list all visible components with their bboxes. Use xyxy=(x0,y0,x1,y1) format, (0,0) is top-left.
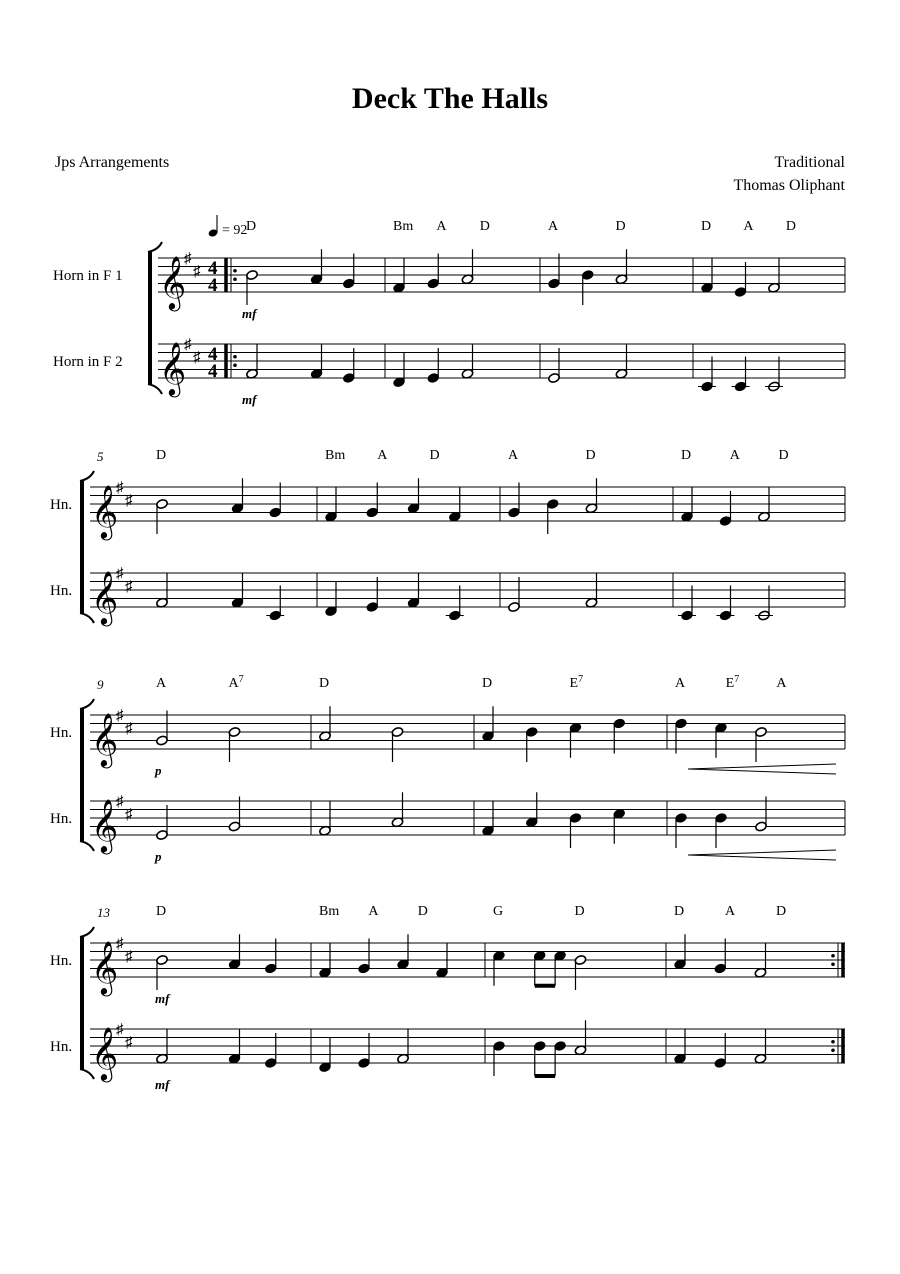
chord-symbol: D xyxy=(681,448,692,463)
dynamic-marking: mf xyxy=(242,306,257,321)
chord-symbol: D xyxy=(674,904,685,919)
instrument-label: Hn. xyxy=(50,725,73,741)
chord-symbol: D xyxy=(615,219,626,234)
instrument-label: Hn. xyxy=(50,497,73,513)
chord-symbol: D xyxy=(479,219,490,234)
chord-symbol: $E^7$ xyxy=(725,674,740,691)
treble-clef: 𝄞 xyxy=(91,486,119,537)
key-signature: ♯ xyxy=(125,492,133,509)
chord-symbol: A xyxy=(436,219,447,234)
treble-clef: 𝄞 xyxy=(91,942,119,993)
instrument-label: Hn. xyxy=(50,953,73,969)
chord-symbol: A xyxy=(724,904,736,919)
dynamic-marking: p xyxy=(155,849,162,864)
key-signature: ♯ xyxy=(125,948,133,965)
time-signature-denominator: 4 xyxy=(208,275,218,296)
repeat-dot xyxy=(831,954,835,958)
time-signature-numerator: 4 xyxy=(208,344,218,365)
time-signature-numerator: 4 xyxy=(208,258,218,279)
chord-symbol: A xyxy=(368,904,379,919)
chord-symbol: Bm xyxy=(393,219,414,234)
system-bracket xyxy=(148,242,162,252)
chord-symbol: A xyxy=(377,448,388,463)
chord-symbol: Bm xyxy=(319,904,340,919)
chord-symbol: A xyxy=(729,448,740,463)
chord-symbol: D xyxy=(785,219,796,234)
chord-symbol: D xyxy=(482,676,493,691)
chord-symbol: A xyxy=(548,219,559,234)
key-signature: ♯ xyxy=(125,720,133,737)
composer: Traditional xyxy=(774,154,845,171)
dynamic-marking: mf xyxy=(242,392,257,407)
chord-symbol: A xyxy=(776,676,787,691)
repeat-dot xyxy=(831,962,835,966)
measure-number: 5 xyxy=(97,449,104,464)
repeat-dot xyxy=(233,355,237,359)
treble-clef: 𝄞 xyxy=(91,572,119,623)
chord-symbol: A xyxy=(508,448,519,463)
chord-symbol: D xyxy=(246,219,257,234)
chord-symbol: $E^7$ xyxy=(569,674,584,691)
chord-symbol: D xyxy=(701,219,712,234)
lyricist: Thomas Oliphant xyxy=(733,177,845,194)
chord-symbol: D xyxy=(778,448,789,463)
instrument-label: Horn in F 1 xyxy=(53,268,123,284)
treble-clef: 𝄞 xyxy=(159,257,187,308)
chord-symbol: G xyxy=(493,904,504,919)
chord-extension: 7 xyxy=(578,674,584,685)
chord-symbol: D xyxy=(429,448,440,463)
chord-symbol: A xyxy=(743,219,754,234)
tempo-marking: = 92 xyxy=(222,223,248,238)
system-bracket xyxy=(80,927,94,937)
dynamic-marking: p xyxy=(155,763,162,778)
chord-symbol: D xyxy=(775,904,787,919)
key-signature: ♯ xyxy=(116,480,124,496)
system-bracket xyxy=(80,699,94,709)
chord-extension: 7 xyxy=(238,674,244,685)
treble-clef: 𝄞 xyxy=(159,343,187,394)
key-signature: ♯ xyxy=(116,708,124,724)
measure-number: 13 xyxy=(97,905,110,920)
key-signature: ♯ xyxy=(193,349,201,366)
key-signature: ♯ xyxy=(125,1034,133,1051)
treble-clef: 𝄞 xyxy=(91,714,119,765)
time-signature-denominator: 4 xyxy=(208,361,218,382)
key-signature: ♯ xyxy=(116,1022,124,1038)
instrument-label: Hn. xyxy=(50,583,73,599)
key-signature: ♯ xyxy=(193,263,201,280)
chord-symbol: D xyxy=(574,904,585,919)
arranger: Jps Arrangements xyxy=(55,154,170,171)
key-signature: ♯ xyxy=(116,936,124,952)
chord-symbol: Bm xyxy=(325,448,346,463)
chord-symbol: D xyxy=(585,448,596,463)
instrument-label: Hn. xyxy=(50,1039,73,1055)
chord-symbol: A xyxy=(156,676,167,691)
key-signature: ♯ xyxy=(116,566,124,582)
chord-symbol: D xyxy=(319,676,330,691)
dynamic-marking: mf xyxy=(155,991,170,1006)
dynamic-marking: mf xyxy=(155,1077,170,1092)
key-signature: ♯ xyxy=(184,251,192,267)
instrument-label: Hn. xyxy=(50,811,73,827)
chord-symbol: A xyxy=(675,676,686,691)
chord-extension: 7 xyxy=(734,674,740,685)
repeat-dot xyxy=(233,277,237,281)
treble-clef: 𝄞 xyxy=(91,1028,119,1079)
chord-symbol: D xyxy=(417,904,428,919)
key-signature: ♯ xyxy=(125,578,133,595)
chord-symbol: $A^7$ xyxy=(228,674,244,691)
repeat-dot xyxy=(831,1040,835,1044)
instrument-label: Horn in F 2 xyxy=(53,354,123,370)
repeat-dot xyxy=(233,363,237,367)
repeat-dot xyxy=(233,269,237,273)
system-bracket xyxy=(80,471,94,481)
measure-number: 9 xyxy=(97,677,104,692)
key-signature: ♯ xyxy=(184,337,192,353)
treble-clef: 𝄞 xyxy=(91,800,119,851)
hairpin xyxy=(688,850,836,860)
chord-symbol: D xyxy=(156,448,167,463)
hairpin xyxy=(688,764,836,774)
chord-symbol: D xyxy=(156,904,167,919)
key-signature: ♯ xyxy=(116,794,124,810)
key-signature: ♯ xyxy=(125,806,133,823)
repeat-dot xyxy=(831,1048,835,1052)
page-title: Deck The Halls xyxy=(351,82,549,115)
